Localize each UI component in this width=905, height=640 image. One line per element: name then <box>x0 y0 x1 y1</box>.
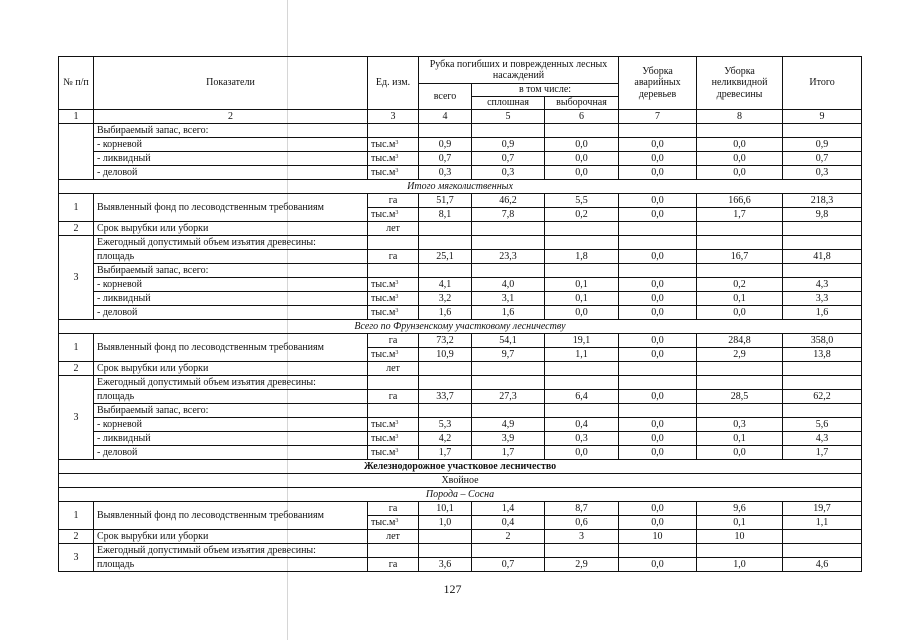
value-cell: 73,2 <box>419 334 472 348</box>
value-cell: 0,0 <box>619 166 697 180</box>
section-row <box>59 460 862 474</box>
unit-cell: $тыс.м^3$ <box>368 516 419 530</box>
table-row <box>59 446 862 460</box>
value-cell: 0,3 <box>545 432 619 446</box>
value-cell: 0,0 <box>619 516 697 530</box>
row-label: Выявленный фонд по лесоводственным требованиям <box>94 334 368 362</box>
colnum: 2 <box>94 110 368 124</box>
table-row <box>59 362 862 376</box>
col-cutting-header: Рубка погибших и поврежденных лесных насаждений <box>419 57 619 84</box>
value-cell: 28,5 <box>697 390 783 404</box>
value-cell: 23,3 <box>472 250 545 264</box>
row-label: Срок вырубки или уборки <box>94 222 368 236</box>
table-row <box>59 166 862 180</box>
table-header <box>59 57 862 124</box>
value-cell: 0,9 <box>419 138 472 152</box>
row-number: 1 <box>59 502 94 530</box>
section-subtitle: Хвойное <box>59 474 862 488</box>
value-cell: 0,0 <box>545 306 619 320</box>
section-row <box>59 474 862 488</box>
col-selective-header: выборочная <box>545 97 619 110</box>
row-label: - корневой <box>94 418 368 432</box>
value-cell: 0,3 <box>783 166 862 180</box>
value-cell: 41,8 <box>783 250 862 264</box>
unit-cell: га <box>368 334 419 348</box>
value-cell: 1,7 <box>419 446 472 460</box>
value-cell: 0,1 <box>545 292 619 306</box>
unit-cell: $тыс.м^3$ <box>368 166 419 180</box>
value-cell: 0,3 <box>697 418 783 432</box>
value-cell: 0,9 <box>783 138 862 152</box>
value-cell: 0,0 <box>619 446 697 460</box>
row-label: - корневой <box>94 138 368 152</box>
table-row <box>59 124 862 138</box>
value-cell: 4,1 <box>419 278 472 292</box>
value-cell: 27,3 <box>472 390 545 404</box>
unit-cell: $тыс.м^3$ <box>368 138 419 152</box>
value-cell <box>783 530 862 544</box>
value-cell: 0,0 <box>545 152 619 166</box>
value-cell: 1,4 <box>472 502 545 516</box>
value-cell: 3 <box>545 530 619 544</box>
table-row <box>59 138 862 152</box>
value-cell: 0,0 <box>619 306 697 320</box>
row-label: - деловой <box>94 446 368 460</box>
value-cell: 1,6 <box>472 306 545 320</box>
value-cell: 0,0 <box>619 194 697 208</box>
unit-cell: $тыс.м^3$ <box>368 418 419 432</box>
value-cell: 166,6 <box>697 194 783 208</box>
value-cell: 0,0 <box>619 138 697 152</box>
unit-cell: лет <box>368 362 419 376</box>
value-cell: 5,5 <box>545 194 619 208</box>
value-cell: 0,0 <box>619 348 697 362</box>
row-label: Ежегодный допустимый объем изъятия древесины: <box>94 544 368 558</box>
row-label: площадь <box>94 558 368 572</box>
unit-cell: $тыс.м^3$ <box>368 208 419 222</box>
table-row <box>59 334 862 348</box>
value-cell: 284,8 <box>697 334 783 348</box>
value-cell: 0,4 <box>545 418 619 432</box>
value-cell: 0,0 <box>619 152 697 166</box>
value-cell: 1,7 <box>697 208 783 222</box>
colnum: 3 <box>368 110 419 124</box>
value-cell: 0,1 <box>545 278 619 292</box>
section-title: Всего по Фрунзенскому участковому лесничеству <box>59 320 862 334</box>
value-cell: 3,2 <box>419 292 472 306</box>
value-cell: 8,1 <box>419 208 472 222</box>
table-row <box>59 418 862 432</box>
section-species: Порода – Сосна <box>59 488 862 502</box>
table-row <box>59 306 862 320</box>
value-cell: 33,7 <box>419 390 472 404</box>
row-label: Ежегодный допустимый объем изъятия древесины: <box>94 376 368 390</box>
value-cell: 25,1 <box>419 250 472 264</box>
section-row <box>59 320 862 334</box>
value-cell: 0,0 <box>697 306 783 320</box>
value-cell: 3,1 <box>472 292 545 306</box>
value-cell: 2 <box>472 530 545 544</box>
section-title: Железнодорожное участковое лесничество <box>59 460 862 474</box>
value-cell: 0,0 <box>619 502 697 516</box>
value-cell: 4,3 <box>783 278 862 292</box>
table-row <box>59 250 862 264</box>
row-label: Выявленный фонд по лесоводственным требованиям <box>94 194 368 222</box>
col-solid-header: сплошная <box>472 97 545 110</box>
value-cell: 0,1 <box>697 292 783 306</box>
value-cell: 4,0 <box>472 278 545 292</box>
value-cell: 218,3 <box>783 194 862 208</box>
value-cell: 0,2 <box>697 278 783 292</box>
value-cell: 10,1 <box>419 502 472 516</box>
value-cell: 3,9 <box>472 432 545 446</box>
value-cell: 1,8 <box>545 250 619 264</box>
table-row <box>59 236 862 250</box>
value-cell: 7,8 <box>472 208 545 222</box>
value-cell: 9,8 <box>783 208 862 222</box>
value-cell: 13,8 <box>783 348 862 362</box>
colnum: 9 <box>783 110 862 124</box>
value-cell: 0,7 <box>472 558 545 572</box>
value-cell: 0,0 <box>697 138 783 152</box>
row-label: Срок вырубки или уборки <box>94 362 368 376</box>
value-cell: 4,9 <box>472 418 545 432</box>
value-cell: 1,7 <box>783 446 862 460</box>
value-cell: 0,0 <box>619 292 697 306</box>
colnum: 6 <box>545 110 619 124</box>
unit-cell: $тыс.м^3$ <box>368 446 419 460</box>
col-indicator-header: Показатели <box>94 57 368 110</box>
unit-cell: $тыс.м^3$ <box>368 348 419 362</box>
col-total-header: Итого <box>783 57 862 110</box>
value-cell: 0,1 <box>697 516 783 530</box>
table-row <box>59 432 862 446</box>
row-label: Выбираемый запас, всего: <box>94 404 368 418</box>
col-including-header: в том числе: <box>472 84 619 97</box>
value-cell: 0,0 <box>619 278 697 292</box>
colnum: 7 <box>619 110 697 124</box>
value-cell: 0,0 <box>619 334 697 348</box>
row-label: площадь <box>94 250 368 264</box>
value-cell: 9,6 <box>697 502 783 516</box>
value-cell: 4,6 <box>783 558 862 572</box>
value-cell: 19,7 <box>783 502 862 516</box>
unit-cell: $тыс.м^3$ <box>368 306 419 320</box>
value-cell: 2,9 <box>697 348 783 362</box>
value-cell: 0,0 <box>619 208 697 222</box>
row-number <box>59 124 94 180</box>
row-label: Выявленный фонд по лесоводственным требованиям <box>94 502 368 530</box>
row-label: Ежегодный допустимый объем изъятия древесины: <box>94 236 368 250</box>
value-cell: 0,7 <box>419 152 472 166</box>
table-row <box>59 404 862 418</box>
value-cell: 0,0 <box>545 138 619 152</box>
unit-cell: лет <box>368 222 419 236</box>
value-cell: 0,0 <box>619 558 697 572</box>
value-cell: 10,9 <box>419 348 472 362</box>
value-cell: 0,3 <box>472 166 545 180</box>
row-label: Выбираемый запас, всего: <box>94 264 368 278</box>
unit-cell: $тыс.м^3$ <box>368 292 419 306</box>
value-cell: 0,9 <box>472 138 545 152</box>
table-row <box>59 222 862 236</box>
value-cell: 0,4 <box>472 516 545 530</box>
table-row <box>59 278 862 292</box>
row-label: - ликвидный <box>94 292 368 306</box>
value-cell: 0,2 <box>545 208 619 222</box>
unit-cell: лет <box>368 530 419 544</box>
row-number: 2 <box>59 222 94 236</box>
value-cell: 0,0 <box>697 152 783 166</box>
colnum: 5 <box>472 110 545 124</box>
value-cell: 3,6 <box>419 558 472 572</box>
row-label: - деловой <box>94 166 368 180</box>
value-cell: 5,6 <box>783 418 862 432</box>
row-label: - ликвидный <box>94 152 368 166</box>
value-cell: 4,2 <box>419 432 472 446</box>
colnum: 8 <box>697 110 783 124</box>
unit-cell: га <box>368 390 419 404</box>
value-cell: 2,9 <box>545 558 619 572</box>
value-cell: 0,7 <box>472 152 545 166</box>
row-number: 2 <box>59 530 94 544</box>
colnum: 4 <box>419 110 472 124</box>
value-cell: 19,1 <box>545 334 619 348</box>
value-cell: 1,0 <box>697 558 783 572</box>
row-number: 3 <box>59 236 94 320</box>
unit-cell: га <box>368 250 419 264</box>
row-label: площадь <box>94 390 368 404</box>
table-row <box>59 530 862 544</box>
col-illiquid-header: Уборка неликвидной древесины <box>697 57 783 110</box>
unit-cell: $тыс.м^3$ <box>368 432 419 446</box>
col-emergency-header: Уборка аварийных деревьев <box>619 57 697 110</box>
value-cell: 1,1 <box>783 516 862 530</box>
row-label: Выбираемый запас, всего: <box>94 124 368 138</box>
table-row <box>59 390 862 404</box>
value-cell: 0,3 <box>419 166 472 180</box>
row-number: 2 <box>59 362 94 376</box>
value-cell: 0,0 <box>619 418 697 432</box>
value-cell: 5,3 <box>419 418 472 432</box>
value-cell: 0,0 <box>545 166 619 180</box>
value-cell: 16,7 <box>697 250 783 264</box>
section-row <box>59 488 862 502</box>
unit-cell: $тыс.м^3$ <box>368 278 419 292</box>
value-cell: 1,1 <box>545 348 619 362</box>
value-cell <box>419 530 472 544</box>
unit-cell: $тыс.м^3$ <box>368 152 419 166</box>
value-cell: 1,6 <box>783 306 862 320</box>
col-num-header: № п/п <box>59 57 94 110</box>
value-cell: 51,7 <box>419 194 472 208</box>
value-cell: 1,6 <box>419 306 472 320</box>
row-label: - ликвидный <box>94 432 368 446</box>
section-title: Итого мягколиственных <box>59 180 862 194</box>
column-number-row <box>59 110 862 124</box>
value-cell: 0,7 <box>783 152 862 166</box>
unit-cell: га <box>368 194 419 208</box>
col-total-all-header: всего <box>419 84 472 110</box>
table-row <box>59 544 862 558</box>
value-cell: 0,0 <box>619 250 697 264</box>
row-number: 1 <box>59 194 94 222</box>
colnum: 1 <box>59 110 94 124</box>
value-cell: 1,7 <box>472 446 545 460</box>
value-cell: 0,1 <box>697 432 783 446</box>
value-cell: 6,4 <box>545 390 619 404</box>
row-number: 1 <box>59 334 94 362</box>
unit-cell: га <box>368 502 419 516</box>
value-cell: 0,0 <box>697 446 783 460</box>
row-label: - корневой <box>94 278 368 292</box>
table-row <box>59 558 862 572</box>
value-cell: 358,0 <box>783 334 862 348</box>
value-cell: 46,2 <box>472 194 545 208</box>
value-cell: 1,0 <box>419 516 472 530</box>
value-cell: 4,3 <box>783 432 862 446</box>
table-row <box>59 292 862 306</box>
table-row <box>59 502 862 516</box>
row-number: 3 <box>59 544 94 572</box>
unit-cell: га <box>368 558 419 572</box>
row-label: - деловой <box>94 306 368 320</box>
forest-fund-table <box>58 56 862 572</box>
table-row <box>59 152 862 166</box>
row-label: Срок вырубки или уборки <box>94 530 368 544</box>
table-row <box>59 264 862 278</box>
col-unit-header: Ед. изм. <box>368 57 419 110</box>
value-cell: 0,6 <box>545 516 619 530</box>
value-cell: 54,1 <box>472 334 545 348</box>
value-cell: 8,7 <box>545 502 619 516</box>
value-cell: 10 <box>619 530 697 544</box>
table-row <box>59 376 862 390</box>
row-number: 3 <box>59 376 94 460</box>
value-cell: 0,0 <box>697 166 783 180</box>
value-cell: 9,7 <box>472 348 545 362</box>
table-row <box>59 194 862 208</box>
value-cell: 0,0 <box>619 432 697 446</box>
page-number: 127 <box>443 582 462 596</box>
value-cell: 3,3 <box>783 292 862 306</box>
section-row <box>59 180 862 194</box>
value-cell: 0,0 <box>619 390 697 404</box>
value-cell: 10 <box>697 530 783 544</box>
value-cell: 0,0 <box>545 446 619 460</box>
value-cell: 62,2 <box>783 390 862 404</box>
